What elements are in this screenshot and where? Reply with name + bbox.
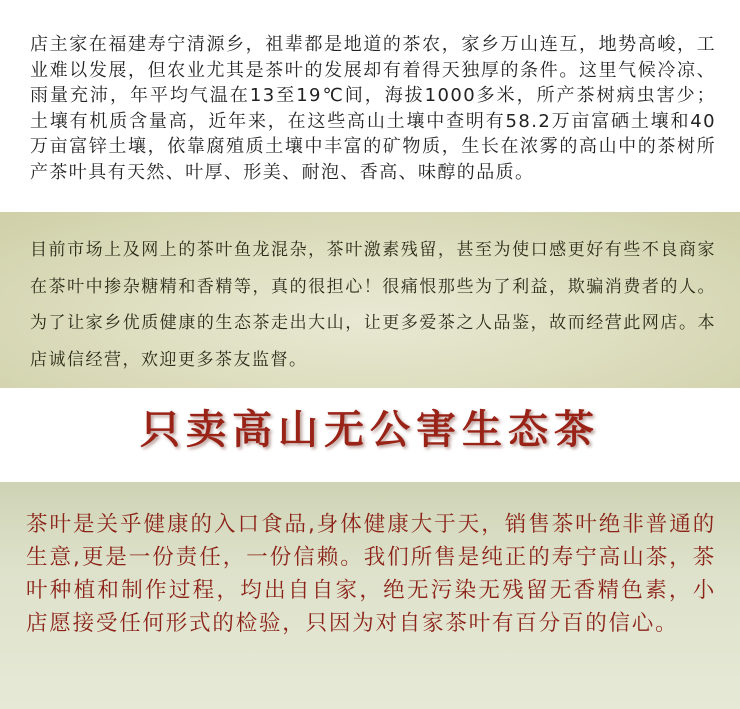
market-concern-section — [0, 212, 740, 388]
origin-intro-paragraph: 店主家在福建寿宁清源乡，祖辈都是地道的茶农，家乡万山连互，地势高峻，工业难以发展，但农业尤其是茶叶的发展却有着得天独厚的条件。这里气候冷凉、雨量充沛，年平均气温在13至19℃间，海拔1000多米，所产茶树病虫害少；土壤有机质含量高，近年来，在这些高山土壤中查明有58.2万亩富硒土壤和40万亩富锌土壤，依靠腐殖质土壤中丰富的矿物质，生长在浓雾的高山中的茶树所产茶叶具有天然、叶厚、形美、耐泡、香高、味醇的品质。 — [30, 34, 716, 183]
slogan-section — [0, 388, 740, 482]
origin-intro-section — [0, 0, 740, 212]
promise-paragraph: 茶叶是关乎健康的入口食品,身体健康大于天，销售茶叶绝非普通的生意,更是一份责任，一份信赖。我们所售是纯正的寿宁高山茶，茶叶种植和制作过程，均出自自家，绝无污染无残留无香精色素，小店愿接受任何形式的检验，只因为对自家茶叶有百分百的信心。 — [26, 512, 716, 636]
promise-section — [0, 482, 740, 709]
slogan-heading: 只卖高山无公害生态茶 — [140, 406, 600, 453]
market-concern-paragraph: 目前市场上及网上的茶叶鱼龙混杂，茶叶激素残留，甚至为使口感更好有些不良商家在茶叶中掺杂糖精和香精等，真的很担心！很痛恨那些为了利益，欺骗消费者的人。为了让家乡优质健康的生态茶走出大山，让更多爱茶之人品鉴，故而经营此网店。本店诚信经营，欢迎更多茶友监督。 — [30, 240, 716, 370]
